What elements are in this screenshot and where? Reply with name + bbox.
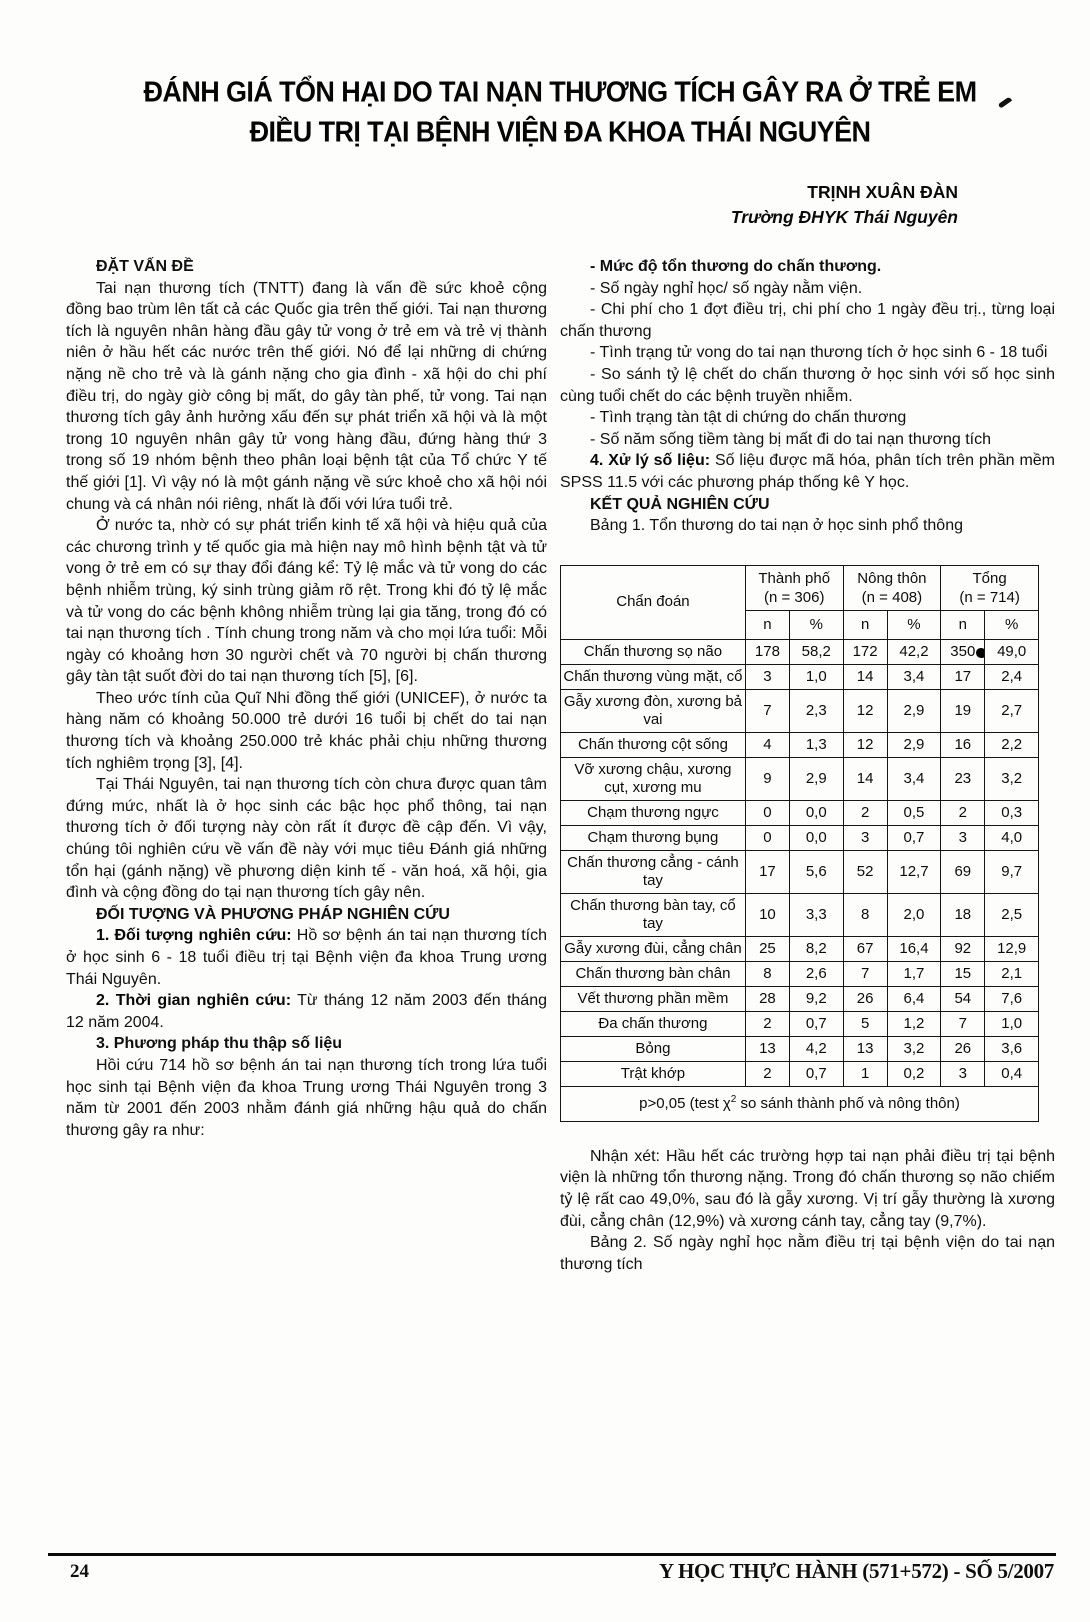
table-row (561, 689, 1039, 732)
author-block (66, 180, 958, 230)
value-cell: 9,7 (985, 850, 1039, 893)
paragraph-subjects (66, 925, 547, 990)
table-row (561, 825, 1039, 850)
value-cell: 2,0 (887, 893, 941, 936)
value-cell: 12,9 (985, 936, 1039, 961)
value-cell: 15 (941, 961, 985, 986)
subheader-n: n (843, 610, 887, 639)
value-cell: 3,2 (985, 757, 1039, 800)
section-heading-methods: ĐỐI TƯỢNG VÀ PHƯƠNG PHÁP NGHIÊN CỨU (96, 905, 450, 923)
value-cell: 0,7 (789, 1011, 843, 1036)
two-column-body (66, 256, 1054, 1275)
table-row (561, 1061, 1039, 1086)
paragraph-intro-1: Tai nạn thương tích (TNTT) đang là vấn đề sức khoẻ cộng đồng bao trùm lên tất cả các Quốc gia trên thế giới. Tai nạn thương tích là nguyên nhân hàng đầu gây tử vong ở trẻ em và trẻ vị thành niên ở hầu hết các nước trên thế giới. Nó để lại những di chứng nặng nề cho trẻ và là gánh nặng cho gia đình - xã hội do chi phí điều trị, do ngày giờ công bị mất, do gây tàn phế, tử vong. Tai nạn thương tích gây ảnh hưởng xấu đến sự phát triển xã hội và là một trong 10 nguyên nhân gây tử vong hàng đầu, đứng hàng thứ 3 trong số 19 nhóm bệnh theo phân loại bệnh tật của Tổ chức Y tế thế giới [1]. Vì vậy nó là một gánh nặng về sức khoẻ cho xã hội nói chung và cá nhân nói riêng, nhất là đối với lứa tuổi trẻ. (66, 279, 547, 513)
right-column (560, 256, 1055, 1275)
value-cell: 3,6 (985, 1036, 1039, 1061)
value-cell: 1,2 (887, 1011, 941, 1036)
value-cell: 3 (941, 825, 985, 850)
value-cell: 0,2 (887, 1061, 941, 1086)
value-cell: 8 (843, 893, 887, 936)
period-lead: 2. Thời gian nghiên cứu: (96, 992, 292, 1010)
value-cell: 18 (941, 893, 985, 936)
value-cell: 0,0 (789, 800, 843, 825)
subheader-pct: % (887, 610, 941, 639)
diagnosis-cell: Chạm thương bụng (561, 825, 746, 850)
value-cell: 0,5 (887, 800, 941, 825)
value-cell: 0 (745, 800, 789, 825)
paper-title-line1: ĐÁNH GIÁ TỔN HẠI DO TAI NẠN THƯƠNG TÍCH GÂY RA Ở TRẺ EM (143, 76, 977, 108)
value-cell: 54 (941, 986, 985, 1011)
value-cell: 0 (745, 825, 789, 850)
table-row (561, 1036, 1039, 1061)
value-cell: 19 (941, 689, 985, 732)
value-cell: 6,4 (887, 986, 941, 1011)
header-group-rural (843, 565, 941, 610)
value-cell: 7,6 (985, 986, 1039, 1011)
paragraph-retrospective: Hồi cứu 714 hồ sơ bệnh án tai nạn thương tích trong lứa tuổi học sinh tại Bệnh viện đa khoa Trung ương Thái Nguyên trong 3 năm từ 2001 đến 2003 nhằm đánh giá những hậu quả do chấn thương gây ra như: (66, 1056, 547, 1139)
value-cell: 3,4 (887, 664, 941, 689)
value-cell: 4,2 (789, 1036, 843, 1061)
value-cell: 69 (941, 850, 985, 893)
value-cell: 2,1 (985, 961, 1039, 986)
value-cell: 52 (843, 850, 887, 893)
header-group-rural-name: Nông thôn (857, 569, 927, 587)
value-cell: 5,6 (789, 850, 843, 893)
value-cell: 172 (843, 639, 887, 664)
value-cell: 0,7 (789, 1061, 843, 1086)
value-cell: 28 (745, 986, 789, 1011)
diagnosis-cell: Đa chấn thương (561, 1011, 746, 1036)
header-group-total-n: (n = 714) (959, 588, 1020, 606)
subheader-n: n (941, 610, 985, 639)
value-cell: 7 (843, 961, 887, 986)
subheader-pct: % (789, 610, 843, 639)
value-cell: 2 (941, 800, 985, 825)
value-cell: 23 (941, 757, 985, 800)
value-cell: 0,7 (887, 825, 941, 850)
table-header-row (561, 565, 1039, 610)
value-cell: 67 (843, 936, 887, 961)
value-cell: 92 (941, 936, 985, 961)
bullet-item: - Mức độ tổn thương do chấn thương. (590, 258, 882, 275)
paper-title (66, 72, 1054, 152)
value-cell: 8,2 (789, 936, 843, 961)
value-cell: 12 (843, 689, 887, 732)
paragraph-remark: Nhận xét: Hầu hết các trường hợp tai nạn phải điều trị tại bệnh viện là những tổn thương nặng. Trong đó chấn thương sọ não chiếm tỷ lệ rất cao 49,0%, sau đó là gẫy xương. Vị trí gẫy thường là xương đùi, cẳng chân (12,9%) và xương cánh tay, cẳng tay (9,7%). (560, 1147, 1055, 1230)
paragraph-collection-heading: 3. Phương pháp thu thập số liệu (96, 1035, 343, 1053)
value-cell: 2 (843, 800, 887, 825)
value-cell: 1,0 (985, 1011, 1039, 1036)
value-cell: 3,4 (887, 757, 941, 800)
value-cell: 49,0 (985, 639, 1039, 664)
period-text: Từ tháng 12 năm 2003 đến tháng 12 năm 2004. (66, 992, 548, 1031)
value-cell: 2,9 (887, 732, 941, 757)
value-cell: 9 (745, 757, 789, 800)
value-cell: 3,3 (789, 893, 843, 936)
value-cell: 1,0 (789, 664, 843, 689)
table-row (561, 732, 1039, 757)
value-cell: 0,4 (985, 1061, 1039, 1086)
footnote-sup: 2 (730, 1093, 737, 1105)
diagnosis-cell: Vỡ xương chậu, xương cụt, xương mu (561, 757, 746, 800)
diagnosis-cell: Bỏng (561, 1036, 746, 1061)
bullet-item: - So sánh tỷ lệ chết do chấn thương ở học sinh với số học sinh cùng tuổi chết do các bệnh truyền nhiễm. (560, 365, 1055, 405)
value-cell: 7 (941, 1011, 985, 1036)
value-cell: 5 (843, 1011, 887, 1036)
footnote-pre: p>0,05 (test χ (639, 1094, 731, 1112)
table-row (561, 936, 1039, 961)
header-group-city (745, 565, 843, 610)
data-processing-lead: 4. Xử lý số liệu: (590, 452, 711, 470)
subjects-lead: 1. Đối tượng nghiên cứu: (96, 927, 292, 945)
table-row (561, 800, 1039, 825)
bullet-item: - Chi phí cho 1 đợt điều trị, chi phí cho 1 ngày đều trị., từng loại chấn thương (560, 301, 1055, 340)
value-cell: 10 (745, 893, 789, 936)
diagnosis-cell: Trật khớp (561, 1061, 746, 1086)
value-cell: 1,3 (789, 732, 843, 757)
value-cell: 4,0 (985, 825, 1039, 850)
diagnosis-cell: Chạm thương ngực (561, 800, 746, 825)
value-cell: 3 (843, 825, 887, 850)
header-group-rural-n: (n = 408) (861, 588, 923, 606)
paragraph-unicef: Theo ước tính của Quĩ Nhi đồng thế giới (UNICEF), ở nước ta hàng năm có khoảng 50.000 trẻ dưới 16 tuổi bị chết do tai nạn thương tích và khoảng 250.000 trẻ khác phải chịu những thương tích nghiêm trọng [3], [4]. (66, 689, 547, 772)
value-cell: 12 (843, 732, 887, 757)
value-cell: 9,2 (789, 986, 843, 1011)
value-cell: 2,9 (887, 689, 941, 732)
subheader-n: n (745, 610, 789, 639)
diagnosis-cell: Chấn thương vùng mặt, cổ (561, 664, 746, 689)
table-row (561, 664, 1039, 689)
journal-footer: Y HỌC THỰC HÀNH (571+572) - SỐ 5/2007 (658, 1559, 1054, 1583)
paper-page (0, 74, 1090, 1583)
value-cell: 13 (745, 1036, 789, 1061)
footnote-post: so sánh thành phố và nông thôn) (736, 1094, 960, 1112)
diagnosis-cell: Chấn thương bàn chân (561, 961, 746, 986)
value-cell: 12,7 (887, 850, 941, 893)
table1-caption: Bảng 1. Tổn thương do tai nạn ở học sinh phổ thông (590, 517, 963, 535)
section-heading-dat-van-de: ĐẶT VẤN ĐỀ (96, 258, 194, 275)
header-group-city-name: Thành phố (758, 569, 831, 587)
value-cell: 2,9 (789, 757, 843, 800)
value-cell: 0,3 (985, 800, 1039, 825)
value-cell: 17 (745, 850, 789, 893)
table-row (561, 893, 1039, 936)
table-footnote-row (561, 1086, 1039, 1121)
value-cell: 3 (745, 664, 789, 689)
table-injuries (560, 565, 1039, 1122)
table-row (561, 1011, 1039, 1036)
paragraph-data-processing (560, 450, 1055, 493)
header-group-total-name: Tổng (972, 569, 1007, 587)
diagnosis-cell: Chấn thương cẳng - cánh tay (561, 850, 746, 893)
value-cell: 2 (745, 1011, 789, 1036)
bullet-item: - Số năm sống tiềm tàng bị mất đi do tai nạn thương tích (590, 430, 991, 448)
diagnosis-cell: Chấn thương cột sống (561, 732, 746, 757)
table-row (561, 986, 1039, 1011)
bullet-item: - Tình trạng tử vong do tai nạn thương tích ở học sinh 6 - 18 tuổi (590, 344, 1048, 362)
table-row (561, 961, 1039, 986)
value-cell: 16,4 (887, 936, 941, 961)
table-row (561, 850, 1039, 893)
subheader-pct: % (985, 610, 1039, 639)
value-cell: 4 (745, 732, 789, 757)
subjects-text: Hồ sơ bệnh án tai nạn thương tích ở học sinh 6 - 18 tuổi điều trị tại Bệnh viện đa khoa Trung ương Thái Nguyên. (66, 927, 548, 988)
data-processing-text: Số liệu được mã hóa, phân tích trên phần mềm SPSS 11.5 với các phương pháp thống kê Y học. (560, 452, 1055, 491)
value-cell: 17 (941, 664, 985, 689)
header-group-total (941, 565, 1039, 610)
value-cell: 1 (843, 1061, 887, 1086)
value-cell: 2,4 (985, 664, 1039, 689)
left-column (66, 256, 547, 1275)
value-cell: 350 (941, 639, 985, 664)
diagnosis-cell: Vết thương phần mềm (561, 986, 746, 1011)
value-cell: 3,2 (887, 1036, 941, 1061)
value-cell: 1,7 (887, 961, 941, 986)
value-cell: 26 (843, 986, 887, 1011)
section-heading-results: KẾT QUẢ NGHIÊN CỨU (590, 495, 770, 513)
value-cell: 2,5 (985, 893, 1039, 936)
header-group-city-n: (n = 306) (763, 588, 825, 606)
bullet-item: - Tình trạng tàn tật di chứng do chấn thương (590, 409, 907, 427)
diagnosis-cell: Gẫy xương đùi, cẳng chân (561, 936, 746, 961)
value-cell: 178 (745, 639, 789, 664)
author-affiliation: Trường ĐHYK Thái Nguyên (730, 207, 958, 227)
paragraph-thai-nguyen: Tại Thái Nguyên, tai nạn thương tích còn chưa được quan tâm đứng mức, nhất là ở học sinh các bậc học phổ thông, tai nạn thương tích ở đối tượng này còn rất ít được đề cập đến. Vì vậy, chúng tôi nghiên cứu về vấn đề này với mục tiêu Đánh giá những tổn hại (gánh nặng) về phương diện kinh tế - văn hoá, xã hội, gia đình và cộng đồng do tại nạn thương tích gây nên. (66, 776, 547, 902)
value-cell: 42,2 (887, 639, 941, 664)
value-cell: 16 (941, 732, 985, 757)
value-cell: 14 (843, 664, 887, 689)
paragraph-intro-2: Ở nước ta, nhờ có sự phát triển kinh tế xã hội và hiệu quả của các chương trình y tế quốc gia mà hiện nay mô hình bệnh tật và tử vong ở trẻ em có sự thay đổi đáng kể: Tỷ lệ mắc và tử vong do các bệnh nhiễm trùng, ký sinh trùng giảm rõ rệt. Trong khi đó tỷ lệ mắc và tử vong do các bệnh không nhiễm trùng lại gia tăng, trong đó có tai nạn thương tích . Tính chung trong năm và cho mọi lứa tuổi: Mỗi ngày có khoảng hơn 30 người chết và 70 người bị chấn thương gây tàn tật suốt đời do tai nạn thương tích [5], [6]. (66, 517, 547, 686)
paragraph-period (66, 990, 547, 1033)
page-number: 24 (70, 1561, 89, 1582)
value-cell: 14 (843, 757, 887, 800)
value-cell: 7 (745, 689, 789, 732)
value-cell: 58,2 (789, 639, 843, 664)
table-row (561, 639, 1039, 664)
diagnosis-cell: Chấn thương sọ não (561, 639, 746, 664)
value-cell: 3 (941, 1061, 985, 1086)
value-cell: 8 (745, 961, 789, 986)
table-footnote (561, 1086, 1039, 1121)
value-cell: 2 (745, 1061, 789, 1086)
value-cell: 13 (843, 1036, 887, 1061)
value-cell: 0,0 (789, 825, 843, 850)
value-cell: 2,7 (985, 689, 1039, 732)
footer-rule (48, 1553, 1056, 1556)
value-cell: 2,6 (789, 961, 843, 986)
table-row (561, 757, 1039, 800)
bullet-item: - Số ngày nghỉ học/ số ngày nằm viện. (590, 279, 863, 297)
value-cell: 25 (745, 936, 789, 961)
value-cell: 26 (941, 1036, 985, 1061)
diagnosis-cell: Gẫy xương đòn, xương bả vai (561, 689, 746, 732)
table2-caption: Bảng 2. Số ngày nghỉ học nằm điều trị tại bệnh viện do tai nạn thương tích (560, 1234, 1055, 1273)
value-cell: 2,2 (985, 732, 1039, 757)
author-name: TRỊNH XUÂN ĐÀN (807, 182, 958, 202)
diagnosis-cell: Chấn thương bàn tay, cổ tay (561, 893, 746, 936)
header-diagnosis: Chẩn đoán (561, 565, 746, 639)
paper-title-line2: ĐIỀU TRỊ TẠI BỆNH VIỆN ĐA KHOA THÁI NGUYÊN (249, 116, 871, 148)
value-cell: 2,3 (789, 689, 843, 732)
